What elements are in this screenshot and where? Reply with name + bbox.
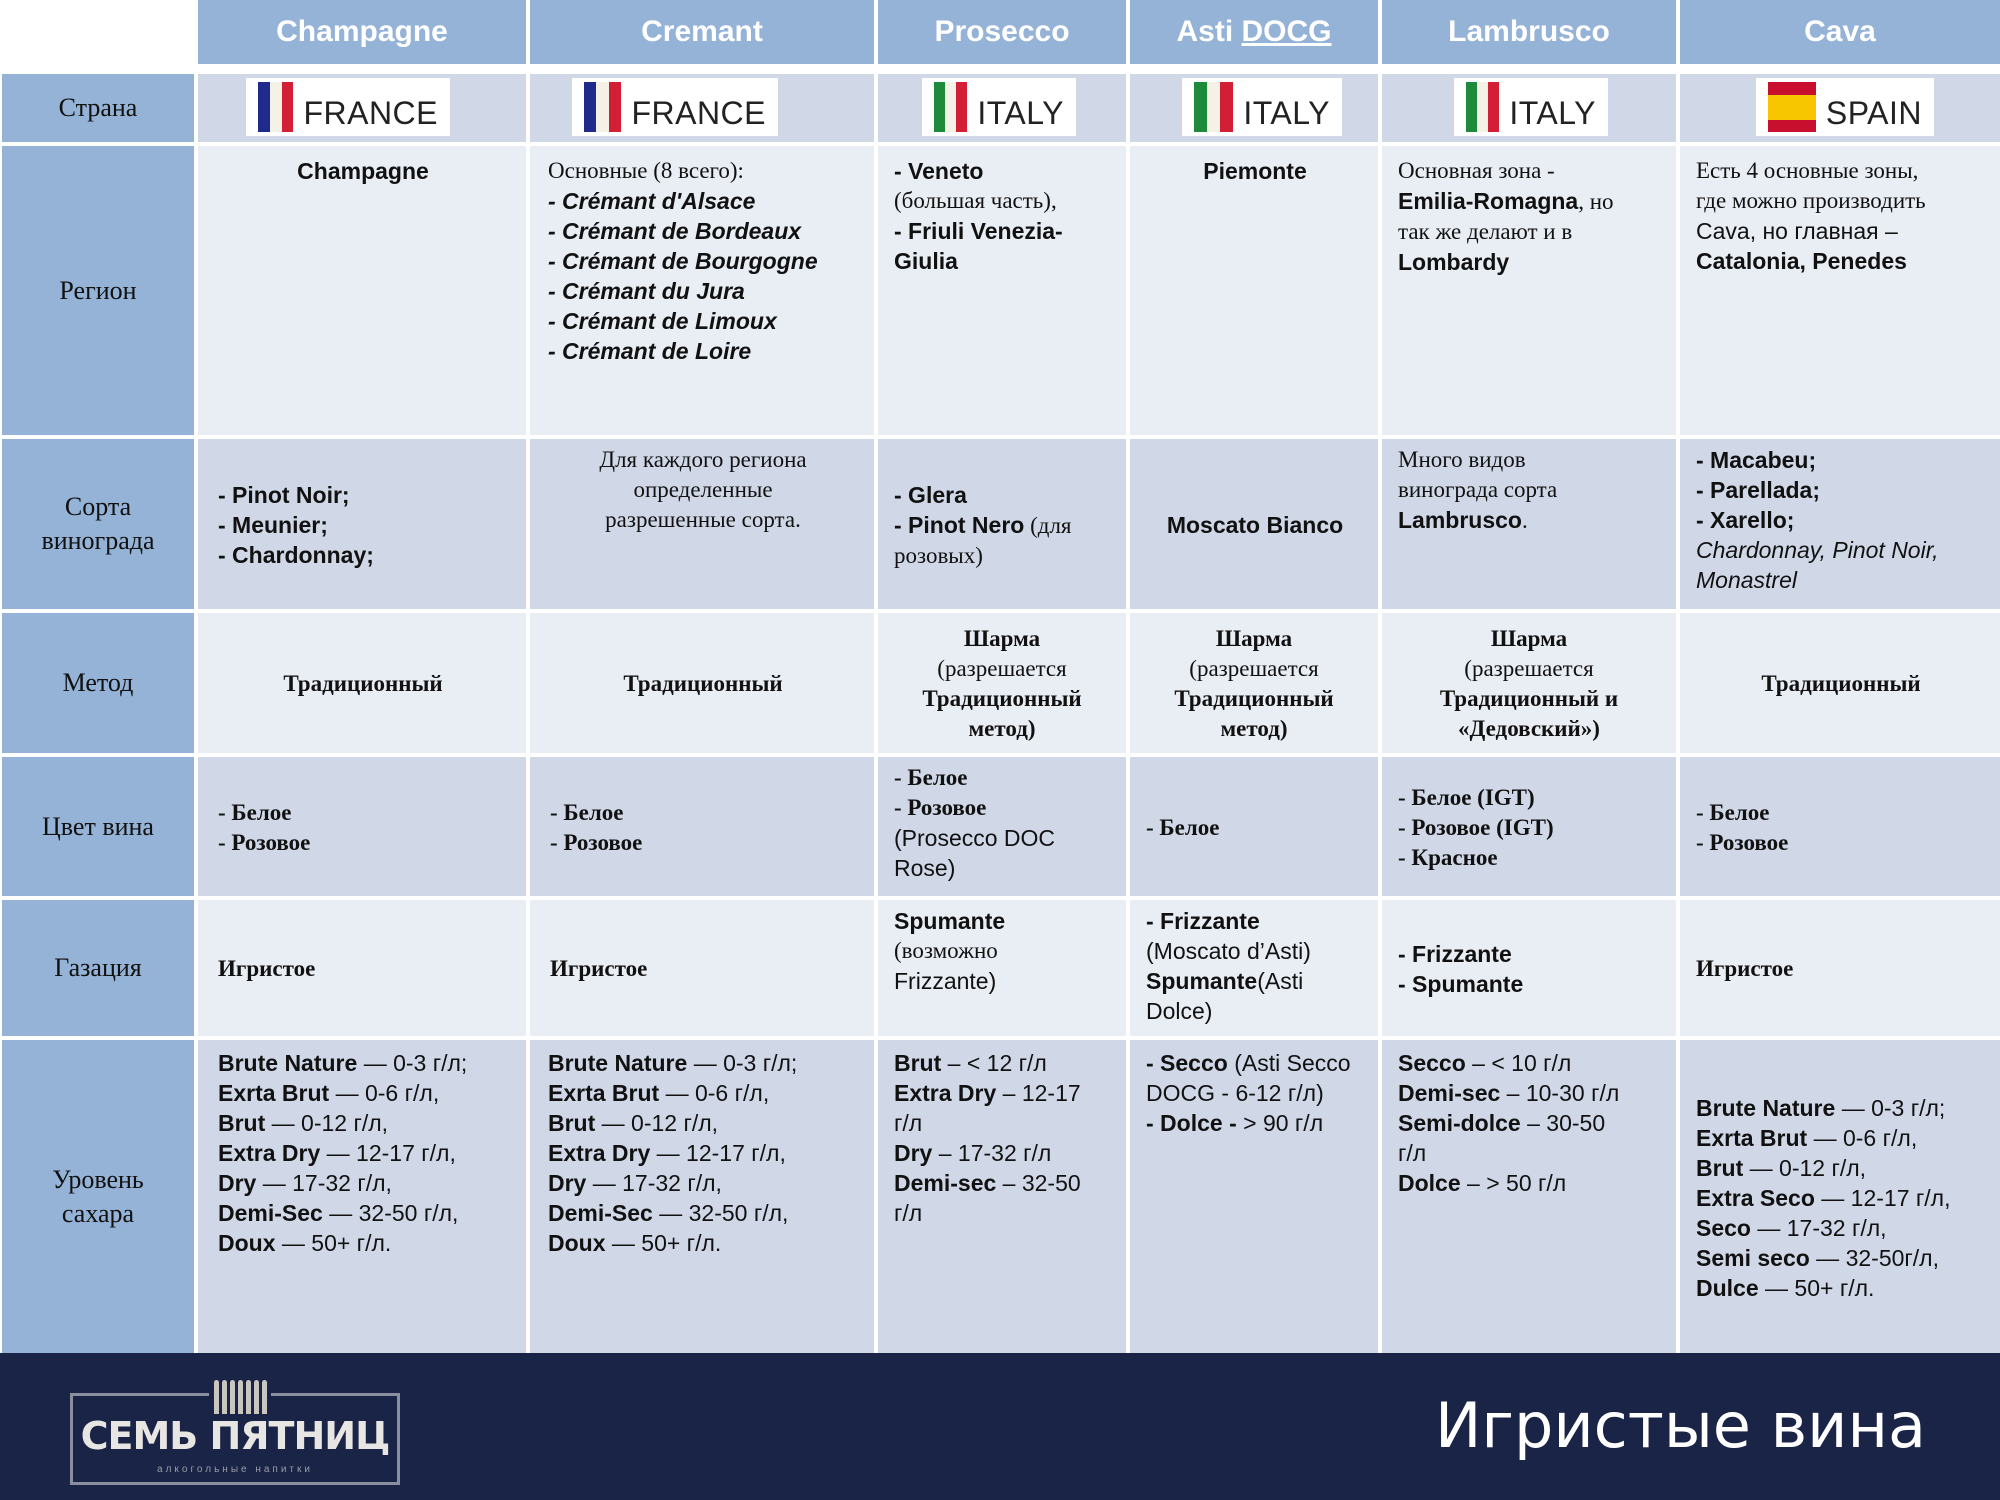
sugar-level-item xyxy=(894,1138,1108,1168)
region-cava xyxy=(1680,146,2000,435)
grape-item: - Pinot Noir; xyxy=(218,482,350,508)
sugar-prosecco xyxy=(878,1040,1126,1353)
region-text: Piemonte xyxy=(1203,158,1307,184)
row-label-sugar xyxy=(2,1040,194,1353)
sugar-level-item xyxy=(218,1138,508,1168)
region-prosecco xyxy=(878,146,1126,435)
sugar-level-name: Secco xyxy=(1398,1050,1466,1076)
sugar-level-item xyxy=(1696,1183,1982,1213)
sugar-level-name: Doux xyxy=(548,1230,606,1256)
sugar-level-item xyxy=(1696,1123,1982,1153)
carbonation-asti xyxy=(1130,900,1378,1036)
sugar-level-name: Extra Dry xyxy=(894,1080,997,1106)
carbonation-text: Frizzante) xyxy=(894,968,997,994)
region-item: - Crémant de Bordeaux xyxy=(548,218,802,244)
method-text: метод) xyxy=(968,716,1036,741)
sugar-level-name: Brute Nature xyxy=(548,1050,688,1076)
header-prosecco xyxy=(878,0,1126,64)
row-label-text: Цвет вина xyxy=(42,811,154,841)
sugar-level-item xyxy=(894,1078,1108,1108)
region-asti xyxy=(1130,146,1378,435)
sugar-level-item xyxy=(548,1078,856,1108)
color-lambrusco xyxy=(1382,757,1676,896)
row-label-grapes xyxy=(2,439,194,609)
grape-note: розовых) xyxy=(894,542,983,568)
color-cava xyxy=(1680,757,2000,896)
color-note: (Prosecco DOC xyxy=(894,825,1056,851)
flag-country-name: ITALY xyxy=(1509,94,1596,131)
region-text: так же делают и в xyxy=(1398,219,1573,244)
row-label-carbonation xyxy=(2,900,194,1036)
sugar-level-value: – < 10 г/л xyxy=(1465,1050,1572,1076)
method-cava xyxy=(1680,613,2000,753)
flag-france xyxy=(572,78,778,136)
region-text: Giulia xyxy=(894,248,958,274)
carbonation-prosecco xyxy=(878,900,1126,1036)
sugar-level-name: Seco xyxy=(1696,1214,1751,1241)
grapes-prosecco xyxy=(878,439,1126,609)
method-text: «Дедовский») xyxy=(1458,716,1600,741)
sugar-level-value: — 0-6 г/л, xyxy=(329,1080,440,1106)
region-text: Lombardy xyxy=(1398,249,1510,275)
flag-italy xyxy=(1454,78,1608,136)
sugar-level-item xyxy=(548,1048,856,1078)
flag-spain xyxy=(1756,78,1934,136)
sugar-level-item xyxy=(548,1138,856,1168)
bottles-icon xyxy=(209,1374,271,1414)
region-champagne xyxy=(198,146,526,435)
row-label-region xyxy=(2,146,194,435)
sugar-level-item xyxy=(1696,1243,1982,1273)
sugar-level-item xyxy=(548,1228,856,1258)
grape-item: - Xarello; xyxy=(1696,507,1795,533)
sugar-level-value: – 30-50 xyxy=(1520,1110,1606,1136)
italy-flag-icon xyxy=(1466,82,1499,132)
sugar-level-name: Demi-sec xyxy=(894,1170,997,1196)
method-lambrusco xyxy=(1382,613,1676,753)
grape-item: - Glera xyxy=(894,481,967,508)
footer-bar xyxy=(0,1353,2000,1500)
method-champagne xyxy=(198,613,526,753)
sugar-level-item xyxy=(1398,1168,1658,1198)
brand-logo xyxy=(70,1393,400,1485)
sugar-level-name: Doux xyxy=(218,1230,276,1256)
sugar-level-value: – < 12 г/л xyxy=(941,1050,1047,1076)
method-text: Традиционный xyxy=(1761,671,1921,696)
region-text: Cava, но главная – xyxy=(1696,218,1898,244)
sugar-level-name: Dulce xyxy=(1696,1274,1759,1301)
method-text: Традиционный xyxy=(283,671,443,696)
header-docg-suffix: DOCG xyxy=(1241,15,1332,48)
header-champagne xyxy=(198,0,526,64)
sugar-level-value: — 0-3 г/л; xyxy=(357,1050,468,1076)
method-asti xyxy=(1130,613,1378,753)
carbonation-text: - Frizzante xyxy=(1146,908,1260,934)
sugar-level-value: DOCG - 6-12 г/л) xyxy=(1146,1080,1324,1106)
sugar-level-value: – 10-30 г/л xyxy=(1500,1080,1620,1106)
sugar-level-value: – 32-50 xyxy=(996,1170,1081,1196)
sugar-level-value: — 32-50 г/л, xyxy=(652,1200,789,1226)
color-cremant xyxy=(530,757,874,896)
color-item: - Белое xyxy=(1696,799,1770,825)
carbonation-text: Игристое xyxy=(550,956,648,981)
sugar-level-value: — 17-32 г/л, xyxy=(256,1170,392,1196)
sugar-level-name: Semi seco xyxy=(1696,1244,1810,1271)
sugar-level-name: Exrta Brut xyxy=(1696,1124,1808,1151)
sugar-level-name: Demi-sec xyxy=(1398,1080,1501,1106)
sugar-level-name: Brut xyxy=(894,1050,942,1076)
header-label: Lambrusco xyxy=(1448,15,1610,48)
sugar-level-name: Dry xyxy=(548,1170,587,1196)
sugar-level-value: — 0-3 г/л; xyxy=(1835,1094,1946,1121)
region-item: - Crémant de Limoux xyxy=(548,308,777,334)
sugar-level-name: Dry xyxy=(894,1140,933,1166)
sugar-level-value: — 0-6 г/л, xyxy=(1807,1124,1918,1151)
sugar-cava xyxy=(1680,1040,2000,1353)
region-text: , но xyxy=(1578,189,1614,214)
header-label: Prosecco xyxy=(934,15,1070,48)
sugar-level-value: — 17-32 г/л, xyxy=(586,1170,722,1196)
sugar-level-item xyxy=(1696,1093,1982,1123)
sugar-level-value: — 32-50 г/л, xyxy=(322,1200,459,1226)
sugar-level-item xyxy=(218,1048,508,1078)
france-flag-icon xyxy=(584,82,621,132)
sugar-level-item xyxy=(894,1048,1108,1078)
sugar-level-item xyxy=(1146,1108,1360,1138)
color-item: - Красное xyxy=(1398,844,1498,870)
sugar-level-name: Exrta Brut xyxy=(218,1080,330,1106)
carbonation-text: Spumante xyxy=(1146,968,1258,994)
carbonation-text: Игристое xyxy=(218,956,316,981)
color-item: - Белое xyxy=(894,765,968,790)
row-label-text: Сорта винограда xyxy=(41,492,155,555)
sugar-level-value: — 50+ г/л. xyxy=(1758,1274,1875,1301)
grape-text: определенные xyxy=(633,477,773,502)
flag-italy xyxy=(1182,78,1342,136)
sugar-level-item xyxy=(1398,1078,1658,1108)
sugar-level-value: г/л xyxy=(1398,1140,1427,1166)
flag-country-name: FRANCE xyxy=(303,94,438,131)
color-item: - Белое xyxy=(1146,814,1220,840)
method-text: (разрешается xyxy=(1464,656,1594,681)
region-text: - Friuli Venezia- xyxy=(894,218,1063,244)
flag-country-name: ITALY xyxy=(977,94,1064,131)
carbonation-text: (возможно xyxy=(894,938,998,963)
method-cremant xyxy=(530,613,874,753)
carbonation-text: (Asti xyxy=(1257,968,1304,994)
grape-text: . xyxy=(1521,508,1528,533)
sugar-level-value: — 12-17 г/л, xyxy=(650,1140,786,1166)
sugar-cremant xyxy=(530,1040,874,1353)
sugar-level-value: г/л xyxy=(894,1110,923,1136)
grapes-champagne xyxy=(198,439,526,609)
sugar-level-value: — 0-12 г/л, xyxy=(595,1110,719,1136)
color-note: Rose) xyxy=(894,855,956,881)
grape-item: - Meunier; xyxy=(218,512,328,538)
flag-france xyxy=(246,78,450,136)
region-lambrusco xyxy=(1382,146,1676,435)
grape-note: (для xyxy=(1024,512,1072,538)
sugar-level-value: — 0-3 г/л; xyxy=(687,1050,798,1076)
grapes-cremant xyxy=(530,439,874,609)
method-text: Традиционный xyxy=(623,671,783,696)
row-label-method xyxy=(2,613,194,753)
region-item: - Crémant de Loire xyxy=(548,338,752,364)
row-label-color xyxy=(2,757,194,896)
region-text: (большая часть), xyxy=(894,188,1057,213)
spain-flag-icon xyxy=(1768,82,1816,132)
header-lambrusco xyxy=(1382,0,1676,64)
color-item: - Розовое (IGT) xyxy=(1398,814,1554,840)
method-text: Шарма xyxy=(1215,626,1293,651)
region-text: Champagne xyxy=(297,158,429,184)
row-label-text: Регион xyxy=(59,275,137,305)
grape-text: винограда сорта xyxy=(1398,477,1558,502)
color-item: - Белое xyxy=(550,799,624,825)
region-item: - Crémant du Jura xyxy=(548,278,745,304)
color-champagne xyxy=(198,757,526,896)
header-asti-docg xyxy=(1130,0,1378,64)
method-prosecco xyxy=(878,613,1126,753)
sugar-level-value: — 50+ г/л. xyxy=(275,1230,392,1256)
sugar-level-value: — 50+ г/л. xyxy=(605,1230,722,1256)
sugar-level-value: (Asti Secco xyxy=(1227,1050,1351,1076)
carbonation-text: Игристое xyxy=(1696,956,1794,981)
region-text: Catalonia, Penedes xyxy=(1696,248,1907,274)
color-item: - Розовое xyxy=(894,795,987,820)
carbonation-cremant xyxy=(530,900,874,1036)
grape-item: Chardonnay, Pinot Noir, xyxy=(1696,537,1939,563)
slide-title: Игристые вина xyxy=(1435,1389,1926,1462)
sugar-level-name: Brut xyxy=(1696,1154,1744,1181)
method-text: Традиционный и xyxy=(1439,686,1619,711)
row-label-text: Газация xyxy=(54,953,142,982)
grapes-lambrusco xyxy=(1382,439,1676,609)
sugar-level-item xyxy=(218,1078,508,1108)
sugar-level-item xyxy=(894,1198,1108,1228)
region-item: - Crémant d'Alsace xyxy=(548,188,756,214)
header-label: Asti xyxy=(1176,15,1234,48)
sugar-level-value: — 0-12 г/л, xyxy=(1743,1154,1867,1181)
grape-text: Много видов xyxy=(1398,447,1526,472)
color-item: - Белое (IGT) xyxy=(1398,784,1535,810)
region-text: Emilia-Romagna xyxy=(1398,188,1579,214)
sugar-level-name: Brut xyxy=(548,1110,596,1136)
grape-item: Moscato Bianco xyxy=(1166,512,1344,538)
italy-flag-icon xyxy=(934,82,967,132)
carbonation-text: - Spumante xyxy=(1398,971,1524,997)
region-text: Основная зона - xyxy=(1398,158,1555,183)
row-label-text: Уровень сахара xyxy=(52,1164,144,1228)
carbonation-text: Dolce) xyxy=(1146,998,1213,1024)
sugar-level-value: — 0-12 г/л, xyxy=(265,1110,389,1136)
method-text: (разрешается xyxy=(1189,656,1319,681)
grape-item: - Chardonnay; xyxy=(218,542,374,568)
sugar-level-name: Brute Nature xyxy=(218,1050,358,1076)
color-item: - Белое xyxy=(218,799,292,825)
grape-item: Monastrel xyxy=(1696,567,1797,593)
sugar-lambrusco xyxy=(1382,1040,1676,1353)
sugar-level-item xyxy=(218,1198,508,1228)
color-asti xyxy=(1130,757,1378,896)
flag-italy xyxy=(922,78,1076,136)
sugar-level-name: Demi-Sec xyxy=(218,1200,323,1226)
method-text: (разрешается xyxy=(937,656,1067,681)
carbonation-cava xyxy=(1680,900,2000,1036)
grape-text: разрешенные сорта. xyxy=(605,507,801,532)
method-text: Шарма xyxy=(963,626,1041,651)
logo-subtitle: алкогольные напитки xyxy=(157,1464,313,1475)
sugar-level-name: Brut xyxy=(218,1110,266,1136)
header-label: Cava xyxy=(1804,15,1876,48)
grapes-asti xyxy=(1130,439,1378,609)
header-label: Cremant xyxy=(641,15,763,48)
color-prosecco xyxy=(878,757,1126,896)
sugar-asti xyxy=(1130,1040,1378,1353)
sugar-champagne xyxy=(198,1040,526,1353)
sugar-level-name: Demi-Sec xyxy=(548,1200,653,1226)
flag-country-name: FRANCE xyxy=(631,94,766,131)
region-text: - Veneto xyxy=(894,158,984,184)
sugar-level-name: Brute Nature xyxy=(1696,1094,1836,1121)
logo-text: СЕМЬ ПЯТНИЦ xyxy=(80,1414,390,1458)
carbonation-text: Spumante xyxy=(894,908,1006,934)
header-cremant xyxy=(530,0,874,64)
sugar-level-item xyxy=(218,1108,508,1138)
carbonation-lambrusco xyxy=(1382,900,1676,1036)
sugar-level-value: — 0-6 г/л, xyxy=(659,1080,770,1106)
row-label-country xyxy=(2,74,194,142)
color-item: - Розовое xyxy=(550,829,643,855)
sugar-level-value: — 32-50г/л, xyxy=(1809,1244,1939,1271)
row-label-text: Страна xyxy=(58,93,138,122)
sugar-level-item xyxy=(548,1168,856,1198)
sugar-level-item xyxy=(894,1168,1108,1198)
sugar-level-item xyxy=(894,1108,1108,1138)
sugar-level-value: – 12-17 xyxy=(996,1080,1081,1106)
sugar-level-item xyxy=(1146,1048,1360,1078)
sugar-level-value: – > 50 г/л xyxy=(1460,1170,1567,1196)
grape-item: - Parellada; xyxy=(1696,477,1820,503)
method-text: Традиционный xyxy=(922,686,1082,711)
sugar-level-item xyxy=(218,1168,508,1198)
grapes-cava xyxy=(1680,439,2000,609)
method-text: метод) xyxy=(1220,716,1288,741)
sugar-level-item xyxy=(1696,1153,1982,1183)
color-item: - Розовое xyxy=(1696,829,1789,855)
method-text: Шарма xyxy=(1490,626,1568,651)
sugar-level-value: — 12-17 г/л, xyxy=(320,1140,456,1166)
carbonation-champagne xyxy=(198,900,526,1036)
grape-item: Lambrusco xyxy=(1398,507,1522,533)
grape-item: - Pinot Nero xyxy=(894,511,1025,538)
sugar-level-name: Dry xyxy=(218,1170,257,1196)
italy-flag-icon xyxy=(1194,82,1233,132)
sugar-level-value: > 90 г/л xyxy=(1243,1110,1324,1136)
grape-item: - Macabeu; xyxy=(1696,447,1817,473)
sugar-level-item xyxy=(1398,1138,1658,1168)
sugar-level-name: Extra Seco xyxy=(1696,1184,1815,1211)
carbonation-text: - Frizzante xyxy=(1398,941,1512,967)
sugar-level-name: - Dolce - xyxy=(1146,1110,1244,1136)
sugar-level-name: Exrta Brut xyxy=(548,1080,660,1106)
sugar-level-name: - Secco xyxy=(1146,1050,1228,1076)
color-item: - Розовое xyxy=(218,829,311,855)
region-text: где можно производить xyxy=(1696,188,1926,213)
sugar-level-item xyxy=(1398,1108,1658,1138)
method-text: Традиционный xyxy=(1174,686,1334,711)
sugar-level-name: Extra Dry xyxy=(548,1140,651,1166)
sugar-level-value: г/л xyxy=(894,1200,923,1226)
sugar-level-item xyxy=(218,1228,508,1258)
sugar-level-item xyxy=(1696,1273,1982,1303)
sugar-level-name: Dolce xyxy=(1398,1170,1461,1196)
region-intro: Основные (8 всего): xyxy=(548,158,744,183)
sugar-level-item xyxy=(548,1108,856,1138)
flag-country-name: SPAIN xyxy=(1825,94,1922,131)
sugar-level-item xyxy=(1696,1213,1982,1243)
sugar-level-value: – 17-32 г/л xyxy=(932,1140,1052,1166)
header-cava xyxy=(1680,0,2000,64)
sugar-level-item xyxy=(1398,1048,1658,1078)
row-label-text: Метод xyxy=(62,668,134,697)
sugar-level-value: — 17-32 г/л, xyxy=(1750,1214,1887,1241)
region-cremant xyxy=(530,146,874,435)
sugar-level-item xyxy=(1146,1078,1360,1108)
sugar-level-item xyxy=(548,1198,856,1228)
region-item: - Crémant de Bourgogne xyxy=(548,248,818,274)
grape-text: Для каждого региона xyxy=(599,447,807,472)
sugar-level-name: Extra Dry xyxy=(218,1140,321,1166)
flag-country-name: ITALY xyxy=(1243,94,1330,131)
header-label: Champagne xyxy=(276,15,448,48)
sugar-level-value: — 12-17 г/л, xyxy=(1814,1184,1951,1211)
france-flag-icon xyxy=(258,82,293,132)
region-text: Есть 4 основные зоны, xyxy=(1696,158,1919,183)
sugar-level-name: Semi-dolce xyxy=(1398,1110,1521,1136)
carbonation-text: (Moscato d’Asti) xyxy=(1146,938,1311,964)
